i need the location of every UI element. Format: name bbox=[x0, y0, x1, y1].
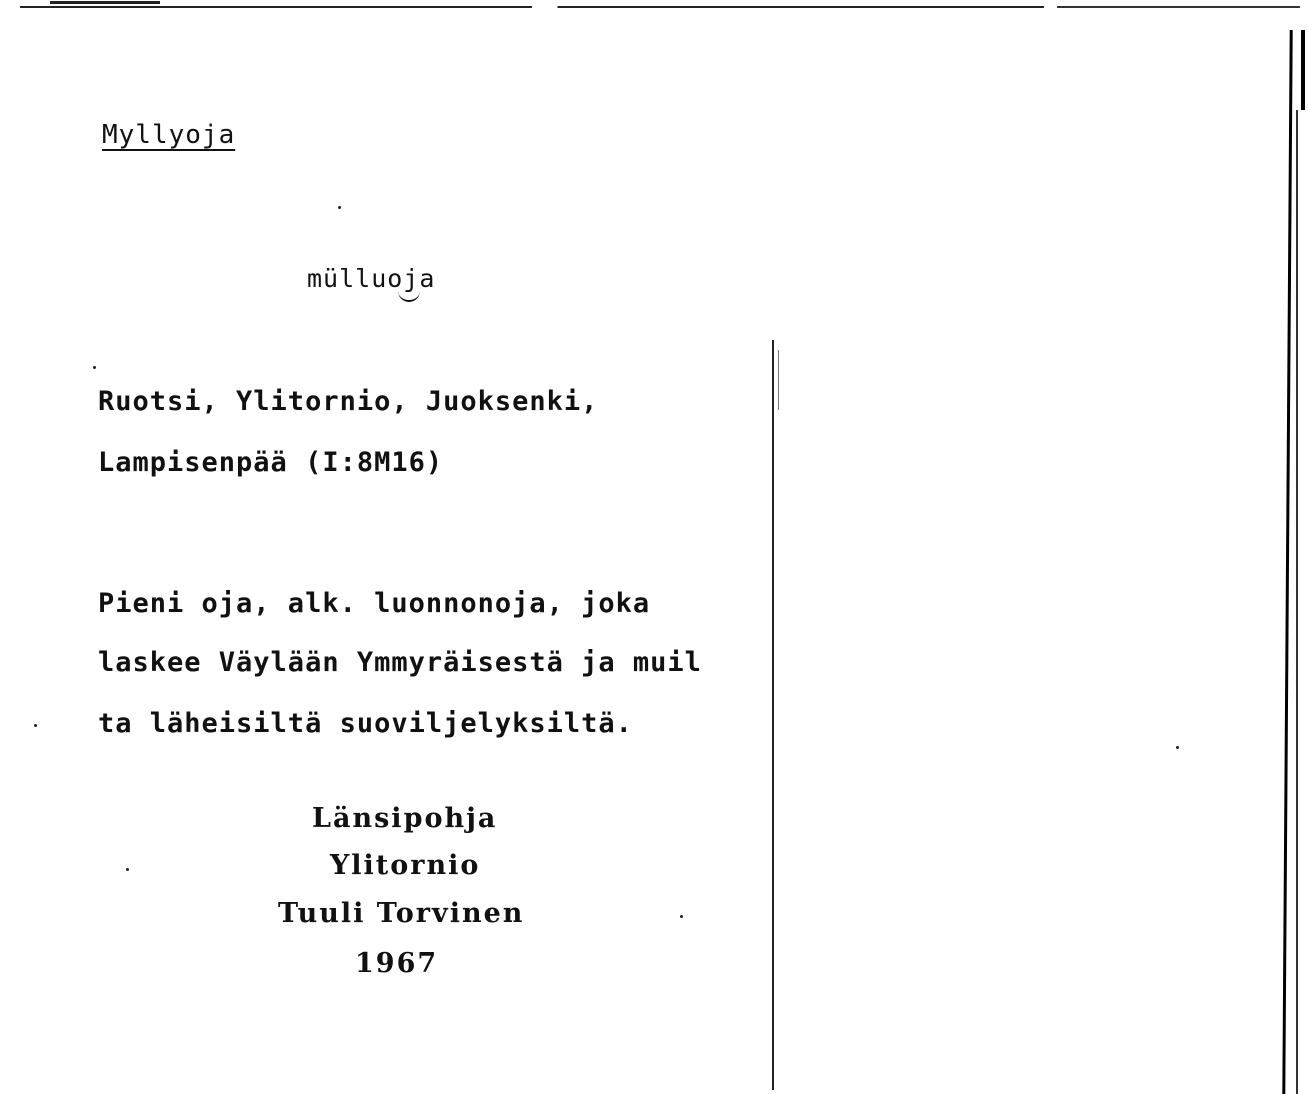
card-right-edge-shadow bbox=[1296, 110, 1298, 1094]
pronunciation-mark bbox=[398, 286, 420, 302]
region-stamp: Länsipohja bbox=[312, 803, 498, 834]
speck bbox=[680, 915, 683, 918]
year-stamp: 1967 bbox=[355, 948, 439, 979]
collector-stamp: Tuuli Torvinen bbox=[278, 898, 525, 929]
card-top-edge-mark bbox=[50, 1, 160, 4]
speck bbox=[93, 366, 96, 369]
card-right-edge-corner bbox=[1301, 30, 1305, 110]
location-line-1: Ruotsi, Ylitornio, Juoksenki, bbox=[98, 386, 599, 417]
description-line-1: Pieni oja, alk. luonnonoja, joka bbox=[98, 588, 651, 619]
headword: Myllyoja bbox=[102, 120, 236, 150]
speck bbox=[338, 206, 341, 209]
description-line-2: laskee Väylään Ymmyräisestä ja muil bbox=[98, 647, 702, 678]
card-fold-line bbox=[772, 340, 774, 1090]
card-fold-line-faint bbox=[778, 350, 779, 410]
speck bbox=[1176, 746, 1179, 749]
speck bbox=[126, 868, 129, 871]
pronunciation: mülluoja bbox=[307, 264, 436, 293]
card-top-edge bbox=[20, 6, 1300, 8]
card-right-edge bbox=[1282, 30, 1292, 1094]
speck bbox=[34, 724, 37, 727]
description-line-3: ta läheisiltä suoviljelyksiltä. bbox=[98, 708, 633, 739]
parish-stamp: Ylitornio bbox=[330, 850, 481, 881]
location-line-2: Lampisenpää (I:8M16) bbox=[98, 447, 444, 478]
